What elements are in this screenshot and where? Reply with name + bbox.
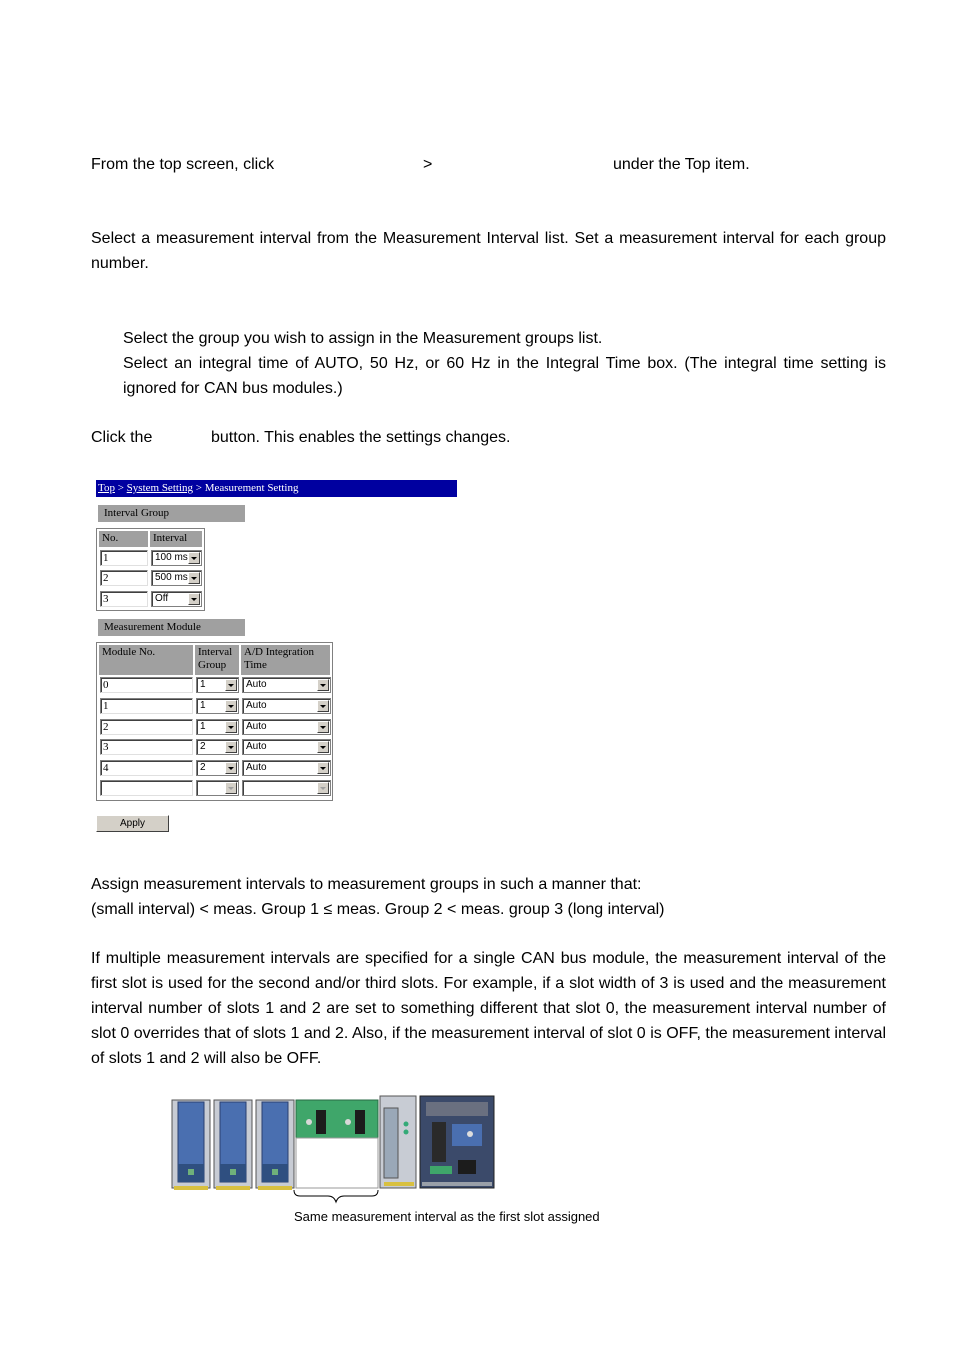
ad-integration-select[interactable] [242, 760, 331, 776]
header-module-no: Module No. [99, 645, 193, 675]
header-no: No. [99, 531, 148, 547]
module-no-field[interactable]: 3 [100, 739, 193, 755]
ad-integration-select[interactable] [242, 677, 331, 693]
header-interval-group-line1: Interval [198, 646, 233, 658]
assign-line-2: (small interval) < meas. Group 1 ≤ meas. Group 2 < meas. group 3 (long interval) [91, 901, 665, 918]
interval-group-select[interactable] [196, 698, 239, 714]
ad-value: Auto [246, 700, 267, 711]
chevron-down-icon[interactable] [225, 762, 237, 774]
breadcrumb-top-link[interactable]: Top [98, 482, 115, 494]
group-value: 2 [200, 741, 206, 752]
chevron-down-icon[interactable] [188, 593, 200, 605]
figure-caption: Same measurement interval as the first slot assigned [294, 1209, 600, 1224]
breadcrumb-system-link[interactable]: System Setting [126, 482, 193, 494]
header-ad-line2: Time [244, 659, 267, 671]
interval-group-table [96, 528, 205, 611]
breadcrumb-current: Measurement Setting [204, 482, 299, 494]
group-value: 2 [200, 762, 206, 773]
blue-module [256, 1100, 294, 1190]
ad-integration-select[interactable] [242, 698, 331, 714]
interval-group-select[interactable] [196, 677, 239, 693]
interval-select[interactable] [151, 591, 202, 607]
module-no-field[interactable]: 0 [100, 677, 193, 693]
click-prefix: Click the [91, 429, 153, 446]
module-no-field[interactable]: 4 [100, 760, 193, 776]
controller-module [420, 1096, 494, 1188]
ad-integration-select[interactable] [242, 739, 331, 755]
header-interval: Interval [150, 531, 202, 547]
header-interval-group-line2: Group [198, 659, 227, 671]
ad-integration-select[interactable] [242, 780, 331, 796]
paragraph-select: Select a measurement interval from the Measurement Interval list. Set a measurement interval for each group number. [91, 230, 886, 272]
ad-value: Auto [246, 679, 267, 690]
step-1: Select the group you wish to assign in the Measurement groups list. [123, 330, 603, 347]
interval-no-field[interactable]: 1 [100, 550, 148, 566]
intro-separator: > [423, 156, 433, 173]
group-value: 1 [200, 679, 206, 690]
group-value: 1 [200, 721, 206, 732]
breadcrumb-separator: > [192, 482, 205, 494]
chevron-down-icon[interactable] [225, 679, 237, 691]
chevron-down-icon[interactable] [317, 700, 329, 712]
interval-group-heading: Interval Group [98, 505, 245, 522]
ad-value: Auto [246, 741, 267, 752]
chevron-down-icon[interactable] [317, 782, 329, 794]
chevron-down-icon[interactable] [317, 741, 329, 753]
can-bus-module-illustration [170, 1094, 500, 1204]
chevron-down-icon[interactable] [225, 782, 237, 794]
interval-group-select[interactable] [196, 739, 239, 755]
breadcrumb [96, 480, 457, 497]
chevron-down-icon[interactable] [188, 552, 200, 564]
interval-no-field[interactable]: 3 [100, 591, 148, 607]
interval-value: 500 ms [155, 572, 188, 583]
interval-group-select[interactable] [196, 780, 239, 796]
interval-group-select[interactable] [196, 719, 239, 735]
intro-suffix: under the Top item. [613, 156, 750, 173]
group-value: 1 [200, 700, 206, 711]
click-suffix: button. This enables the settings changes. [211, 429, 511, 446]
breadcrumb-separator: > [114, 482, 127, 494]
blue-module [214, 1100, 252, 1190]
interval-value: Off [155, 593, 169, 604]
interval-select[interactable] [151, 570, 202, 586]
step-2: Select an integral time of AUTO, 50 Hz, or 60 Hz in the Integral Time box. (The integral time setting is ignored for CAN bus modules.) [123, 355, 886, 397]
measurement-module-table [96, 642, 333, 801]
assign-line-1: Assign measurement intervals to measurement groups in such a manner that: [91, 876, 642, 893]
module-no-field[interactable] [100, 780, 193, 796]
brace-marker [294, 1190, 378, 1202]
chevron-down-icon[interactable] [317, 762, 329, 774]
paragraph-can-bus: If multiple measurement intervals are specified for a single CAN bus module, the measurement interval of the first slot is used for the second and/or third slots. For example, if a slot width of 3 is used and the measurement interval number of slots 1 and 2 are set to something different that slot 0, the measurement interval number of slot 0 overrides that of slots 1 and 2. Also, if the measurement interval of slot 0 is OFF, the measurement interval of slots 1 and 2 will also be OFF. [91, 950, 886, 1067]
header-ad-integration [241, 645, 330, 675]
module-no-field[interactable]: 2 [100, 719, 193, 735]
header-ad-line1: A/D Integration [244, 646, 314, 658]
measurement-module-heading: Measurement Module [98, 619, 245, 636]
measurement-setting-screenshot [91, 478, 457, 846]
interval-select[interactable] [151, 550, 202, 566]
ad-value: Auto [246, 762, 267, 773]
module-no-field[interactable]: 1 [100, 698, 193, 714]
interval-no-field[interactable]: 2 [100, 570, 148, 586]
intro-prefix: From the top screen, click [91, 156, 275, 173]
chevron-down-icon[interactable] [225, 721, 237, 733]
can-bus-module [296, 1100, 378, 1188]
ad-value: Auto [246, 721, 267, 732]
chevron-down-icon[interactable] [188, 572, 200, 584]
chevron-down-icon[interactable] [317, 679, 329, 691]
chevron-down-icon[interactable] [225, 741, 237, 753]
apply-button[interactable]: Apply [96, 815, 169, 832]
interval-group-select[interactable] [196, 760, 239, 776]
power-module [380, 1096, 416, 1188]
blue-module [172, 1100, 210, 1190]
header-interval-group [195, 645, 239, 675]
interval-value: 100 ms [155, 552, 188, 563]
chevron-down-icon[interactable] [225, 700, 237, 712]
chevron-down-icon[interactable] [317, 721, 329, 733]
ad-integration-select[interactable] [242, 719, 331, 735]
